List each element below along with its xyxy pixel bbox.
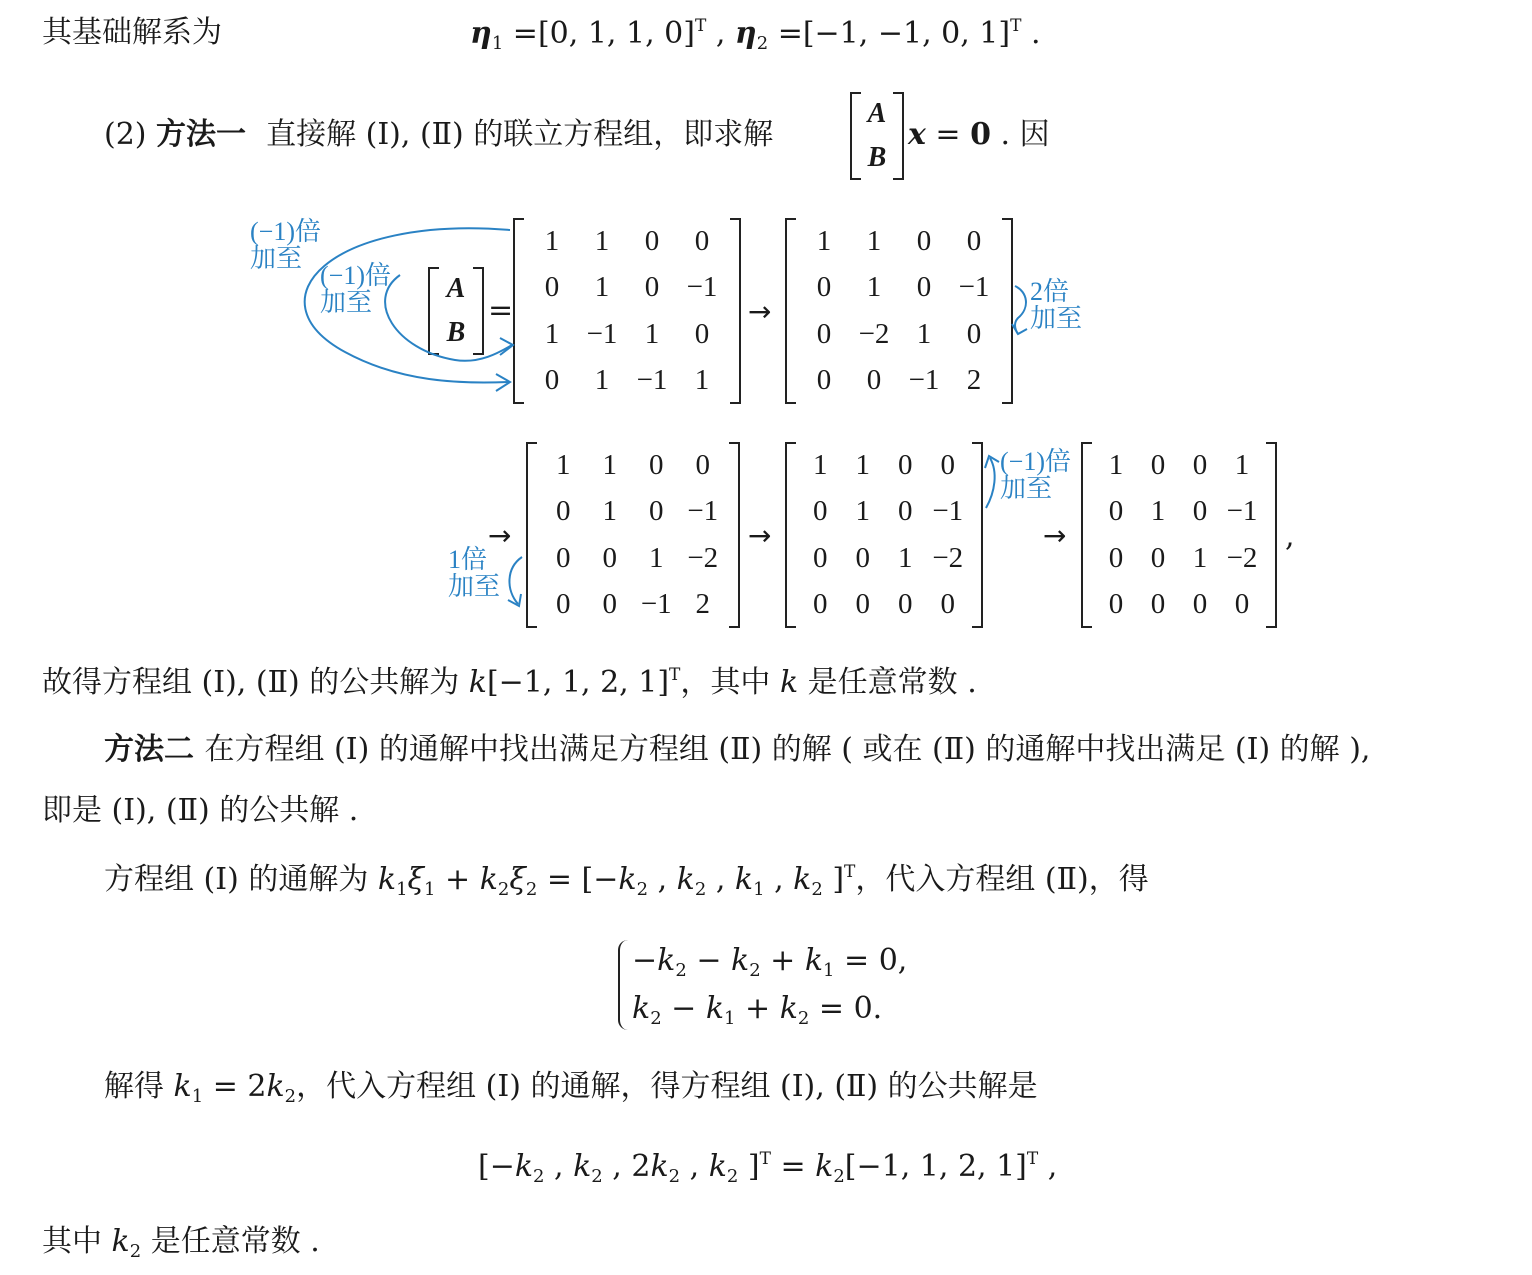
matrix-cell: 0 xyxy=(966,317,982,350)
solve-line: 解得 $k_1 = 2k_2$，代入方程组 (Ⅰ) 的通解，得方程组 (Ⅰ), (Ⅱ) 的公共解是 xyxy=(104,1069,1038,1107)
matrix-cell: 2 xyxy=(695,588,710,621)
matrix-cell: 1 xyxy=(855,495,870,528)
stacked-AB-matrix: A B xyxy=(850,92,904,180)
matrix-cell: 1 xyxy=(898,541,913,574)
reduce-arrow-1: → xyxy=(748,295,772,328)
matrix-cell: 0 xyxy=(602,541,617,574)
matrix-cell: 0 xyxy=(1108,541,1124,574)
matrix-cell: 1 xyxy=(816,224,832,257)
matrix-cell: 0 xyxy=(644,224,660,257)
matrix-cell: −1 xyxy=(687,495,719,528)
arrow-curve-5 xyxy=(986,458,995,508)
arrow-curve-3 xyxy=(1015,286,1026,334)
matrix-cell: 0 xyxy=(1108,495,1124,528)
matrix-cell: −1 xyxy=(686,271,718,304)
matrix-cell: 0 xyxy=(916,224,932,257)
arrow-head-3 xyxy=(1012,324,1027,334)
method-two-line-1: 方法二 在方程组 (Ⅰ) 的通解中找出满足方程组 (Ⅱ) 的解 ( 或在 (Ⅱ) 的通解中找出满足 (Ⅰ) 的解 ), xyxy=(104,732,1371,767)
matrix-cell: 1 xyxy=(544,317,560,350)
matrix-cell: 1 xyxy=(602,448,617,481)
arrow-head-5 xyxy=(985,456,999,468)
basis-vectors: $\eta_1 =[0$, 1, 1, 0]$^T$ , $\eta_2 =[-1$, −1, 0, 1]$^T$ . xyxy=(470,16,1041,54)
matrix-cell: 0 xyxy=(1192,448,1208,481)
matrix-cell: 0 xyxy=(966,224,982,257)
matrix-cell: 0 xyxy=(866,364,882,397)
AB-block: A B xyxy=(428,267,484,355)
matrix-cell: 0 xyxy=(556,588,571,621)
matrix-3 xyxy=(526,442,740,628)
matrix-cell: 0 xyxy=(1150,541,1166,574)
matrix-cell: 1 xyxy=(644,317,660,350)
arrow-head-2 xyxy=(500,338,513,355)
matrix-cell: 0 xyxy=(1192,495,1208,528)
matrix-5-cells xyxy=(1095,442,1263,628)
matrix-cell: 0 xyxy=(644,271,660,304)
reduce-arrow-2: → xyxy=(488,519,512,552)
matrix-3-cells xyxy=(540,442,726,628)
equation-x-zero: x = 0 . 因 xyxy=(908,117,1050,152)
matrix-cell: −1 xyxy=(1226,495,1258,528)
matrix-cell: 0 xyxy=(544,271,560,304)
matrix-cell: 1 xyxy=(594,271,610,304)
matrix-5 xyxy=(1081,442,1277,628)
matrix-cell: −2 xyxy=(1226,541,1258,574)
reduce-arrow-3: → xyxy=(748,519,772,552)
note-row-op-2: (−1)倍 加至 xyxy=(320,261,391,318)
reduce-arrow-4: → xyxy=(1043,519,1067,552)
matrix-cell: −1 xyxy=(636,364,668,397)
method-one-line: (2) 方法一 直接解 (Ⅰ), (Ⅱ) 的联立方程组，即求解 xyxy=(104,117,774,152)
matrix-cell: 1 xyxy=(544,224,560,257)
matrix-cell: 0 xyxy=(816,271,832,304)
equals-sign: = xyxy=(488,293,514,328)
matrix-cell: 0 xyxy=(1108,588,1124,621)
basis-intro: 其基础解系为 xyxy=(42,15,222,50)
matrix-cell: 0 xyxy=(1150,588,1166,621)
matrix-cell: 1 xyxy=(594,364,610,397)
matrix-cell: 0 xyxy=(813,541,828,574)
matrix-cell: 1 xyxy=(866,224,882,257)
matrix-cell: 1 xyxy=(594,224,610,257)
matrix-cell: 0 xyxy=(816,364,832,397)
conclusion-one: 故得方程组 (Ⅰ), (Ⅱ) 的公共解为 k[−1, 1, 2, 1]$^T$，其中 k 是任意常数 . xyxy=(42,665,977,700)
matrix-cell: −2 xyxy=(858,317,890,350)
matrix-cell: 0 xyxy=(855,588,870,621)
final-solution: [$-k_2$ , $k_2$ , $2k_2$ , $k_2$ ]$^T = k_2[-1$, 1, 2, 1]$^T$ , xyxy=(478,1149,1058,1187)
matrix-cell: 1 xyxy=(1234,448,1250,481)
matrix-cell: 0 xyxy=(602,588,617,621)
matrix-cell: 0 xyxy=(695,448,710,481)
matrix-cell: 0 xyxy=(556,541,571,574)
system-eq-2: $k_2 - k_1 + k_2 = 0$. xyxy=(632,991,883,1029)
matrix-1 xyxy=(513,218,741,404)
matrix-cell: 0 xyxy=(1150,448,1166,481)
matrix-cell: 1 xyxy=(855,448,870,481)
matrix-cell: 1 xyxy=(866,271,882,304)
method-two-line-2: 即是 (Ⅰ), (Ⅱ) 的公共解 . xyxy=(42,793,359,828)
matrix-cell: −1 xyxy=(958,271,990,304)
eta-symbol: η xyxy=(470,16,492,51)
matrix-cell: 1 xyxy=(916,317,932,350)
matrix-cell: −2 xyxy=(932,541,964,574)
matrix-4 xyxy=(785,442,983,628)
system-brace xyxy=(618,940,632,1030)
matrix-cell: −1 xyxy=(932,495,964,528)
method-two-label: 方法二 xyxy=(104,732,194,767)
matrix-4-cells xyxy=(799,442,969,628)
matrix-2 xyxy=(785,218,1013,404)
matrix-cell: 0 xyxy=(813,495,828,528)
matrix-cell: 0 xyxy=(813,588,828,621)
note-row-op-5: (−1)倍 加至 xyxy=(1000,447,1071,504)
matrix-cell: 2 xyxy=(966,364,982,397)
general-solution: 方程组 (Ⅰ) 的通解为 $k_1\xi_1 + k_2\xi_2 = [-k_2$ , $k_2$ , $k_1$ , $k_2$ ]$^T$，代入方程组 (Ⅱ)，得 xyxy=(104,862,1149,900)
matrix-cell: 1 xyxy=(649,541,664,574)
matrix-cell: 0 xyxy=(816,317,832,350)
matrix-cell: 0 xyxy=(649,448,664,481)
matrix-cell: 0 xyxy=(916,271,932,304)
matrix-trailing-comma: , xyxy=(1285,519,1295,554)
matrix-cell: 1 xyxy=(694,364,710,397)
matrix-cell: −1 xyxy=(908,364,940,397)
matrix-cell: 0 xyxy=(898,495,913,528)
eta2-vector: [−1, −1, 0, 1] xyxy=(802,16,1011,51)
arrow-head-1 xyxy=(496,374,510,391)
arrow-curve-4 xyxy=(509,557,522,604)
matrix-cell: 0 xyxy=(1192,588,1208,621)
matrix-cell: 0 xyxy=(694,317,710,350)
note-row-op-4: 1倍 加至 xyxy=(448,545,501,602)
matrix-cell: 0 xyxy=(556,495,571,528)
matrix-cell: −1 xyxy=(586,317,618,350)
arrow-head-4 xyxy=(508,594,521,606)
matrix-cell: 1 xyxy=(1192,541,1208,574)
matrix-cell: −1 xyxy=(640,588,672,621)
matrix-cell: 0 xyxy=(694,224,710,257)
matrix-cell: 0 xyxy=(649,495,664,528)
matrix-cell: 0 xyxy=(898,588,913,621)
matrix-cell: −2 xyxy=(687,541,719,574)
note-row-op-1: (−1)倍 加至 xyxy=(250,217,321,274)
matrix-cell: 0 xyxy=(1234,588,1250,621)
matrix-cell: 0 xyxy=(940,448,955,481)
system-eq-1: $-k_2 - k_2 + k_1 = 0$, xyxy=(632,943,908,981)
matrix-cell: 0 xyxy=(940,588,955,621)
matrix-2-cells xyxy=(799,218,999,404)
eta1-vector: [0, 1, 1, 0] xyxy=(537,16,695,51)
matrix-cell: 1 xyxy=(813,448,828,481)
last-line: 其中 $k_2$ 是任意常数 . xyxy=(42,1224,320,1262)
matrix-1-cells xyxy=(527,218,727,404)
matrix-cell: 0 xyxy=(855,541,870,574)
method-one-label: 方法一 xyxy=(156,117,247,152)
matrix-cell: 0 xyxy=(898,448,913,481)
matrix-cell: 1 xyxy=(556,448,571,481)
matrix-cell: 1 xyxy=(602,495,617,528)
matrix-cell: 0 xyxy=(544,364,560,397)
matrix-cell: 1 xyxy=(1150,495,1166,528)
matrix-cell: 1 xyxy=(1108,448,1124,481)
note-row-op-3: 2倍 加至 xyxy=(1030,277,1083,334)
